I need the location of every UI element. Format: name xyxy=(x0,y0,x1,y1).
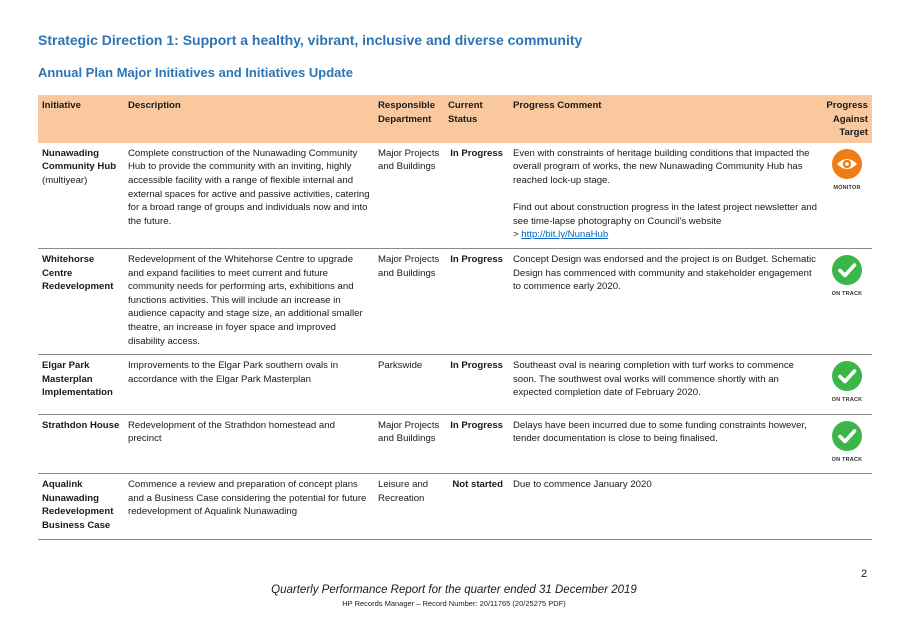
initiative-cell: Strathdon House xyxy=(38,414,124,474)
column-header-target: Progress Against Target xyxy=(822,95,872,143)
status-cell: Not started xyxy=(444,474,509,539)
status-cell: In Progress xyxy=(444,414,509,474)
department-cell: Major Projects and Buildings xyxy=(374,143,444,249)
target-cell xyxy=(822,474,872,539)
section-subheading: Annual Plan Major Initiatives and Initiatives Update xyxy=(38,65,353,80)
comment-cell: Southeast oval is nearing completion with turf works to commence soon. The southwest oval works will commence shortly with an expected completion date of February 2020. xyxy=(509,355,822,415)
table-row xyxy=(38,474,872,539)
check-icon xyxy=(832,421,862,451)
comment-text-secondary: Find out about construction progress in the latest project newsletter and see time-lapse photography on Council’s website xyxy=(513,202,817,227)
status-badge xyxy=(832,149,862,196)
initiative-suffix: (multiyear) xyxy=(42,174,88,186)
column-header-initiative: Initiative xyxy=(38,95,124,143)
badge-label: MONITOR xyxy=(833,184,861,191)
check-icon xyxy=(832,361,862,391)
description-cell: Complete construction of the Nunawading Community Hub to provide the community with an inviting, highly accessible facility with a range of flexible internal and external spaces for active and passive activities, catering for a broad range of groups and individuals now and into the future. xyxy=(124,143,374,249)
department-cell: Leisure and Recreation xyxy=(374,474,444,539)
target-cell xyxy=(822,248,872,354)
link-prefix: > xyxy=(513,229,522,241)
target-cell xyxy=(822,414,872,474)
report-footer: Quarterly Performance Report for the quarter ended 31 December 2019 xyxy=(271,584,637,596)
table-row xyxy=(38,248,872,354)
initiative-name: Nunawading Community Hub xyxy=(42,147,117,173)
table-row xyxy=(38,414,872,474)
description-cell: Redevelopment of the Strathdon homestead and precinct xyxy=(124,414,374,474)
status-cell: In Progress xyxy=(444,248,509,354)
status-badge xyxy=(832,361,863,408)
column-header-comment: Progress Comment xyxy=(509,95,822,143)
description-cell: Commence a review and preparation of concept plans and a Business Case considering the potential for future redevelopment of Aqualink Nunawading xyxy=(124,474,374,539)
description-cell: Redevelopment of the Whitehorse Centre to upgrade and expand facilities to meet current and future community needs for performing arts, exhibitions and functions activities. This will include an increase in audience capacity and stage size, an additional smaller theatre, an increase in foyer space and improved disability access. xyxy=(124,248,374,354)
comment-text: Even with constraints of heritage building conditions that impacted the overall program of works, the new Nunawading Community Hub has reached lock-up stage. xyxy=(513,147,810,186)
description-cell: Improvements to the Elgar Park southern ovals in accordance with the Elgar Park Masterplan xyxy=(124,355,374,415)
badge-label: ON TRACK xyxy=(831,456,863,463)
initiative-cell xyxy=(38,143,124,249)
target-cell xyxy=(822,355,872,415)
comment-cell: Concept Design was endorsed and the project is on Budget. Schematic Design has commenced with community and stakeholder engagement to commence early 2020. xyxy=(509,248,822,354)
comment-cell: Delays have been incurred due to some funding constraints however, tender documentation is close to being finalised. xyxy=(509,414,822,474)
target-cell xyxy=(822,143,872,249)
page-number: 2 xyxy=(861,568,868,580)
check-icon xyxy=(832,255,862,285)
department-cell: Major Projects and Buildings xyxy=(374,248,444,354)
strategic-direction-heading: Strategic Direction 1: Support a healthy, vibrant, inclusive and diverse community xyxy=(38,32,583,48)
initiative-cell: Aqualink Nunawading Redevelopment Business Case xyxy=(38,474,124,539)
initiatives-table xyxy=(38,95,872,540)
status-cell: In Progress xyxy=(444,143,509,249)
table-header-row xyxy=(38,95,872,143)
nunahub-link[interactable]: http://bit.ly/NunaHub xyxy=(521,229,609,241)
table-row xyxy=(38,143,872,249)
eye-icon xyxy=(832,149,862,179)
initiative-cell: Elgar Park Masterplan Implementation xyxy=(38,355,124,415)
badge-label: ON TRACK xyxy=(831,397,863,404)
record-number: HP Records Manager – Record Number: 20/11765 (20/25275 PDF) xyxy=(342,599,566,608)
table-row xyxy=(38,355,872,415)
comment-cell: Due to commence January 2020 xyxy=(509,474,822,539)
column-header-description: Description xyxy=(124,95,374,143)
badge-label: ON TRACK xyxy=(831,290,863,297)
column-header-status: Current Status xyxy=(444,95,509,143)
status-badge xyxy=(832,421,863,468)
status-cell: In Progress xyxy=(444,355,509,415)
initiative-cell: Whitehorse Centre Redevelopment xyxy=(38,248,124,354)
status-badge xyxy=(832,255,863,302)
department-cell: Major Projects and Buildings xyxy=(374,414,444,474)
comment-cell xyxy=(509,143,822,249)
column-header-department: Responsible Department xyxy=(374,95,444,143)
department-cell: Parkswide xyxy=(374,355,444,415)
